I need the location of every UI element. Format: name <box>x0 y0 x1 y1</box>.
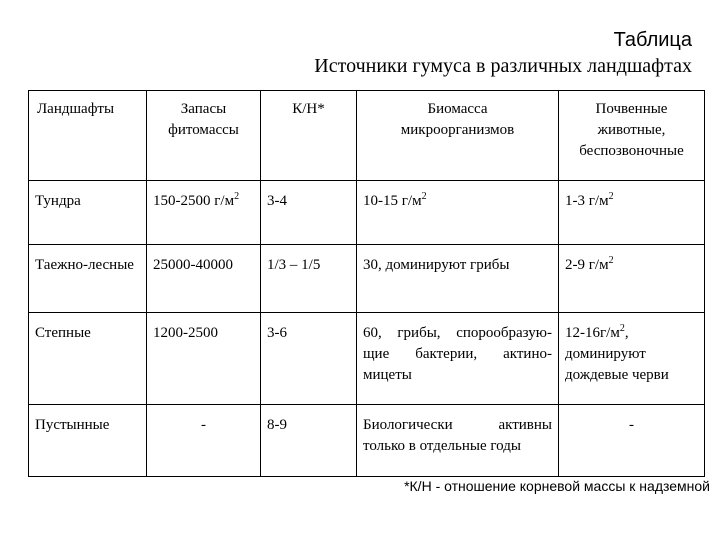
table-row <box>29 313 705 405</box>
table-row <box>29 405 705 477</box>
header-landscapes: Ландшафты <box>29 91 147 181</box>
table-header-row <box>29 91 705 181</box>
cell-microbes: 30, доминируют грибы <box>357 245 559 313</box>
cell-animals: $12-16г/м^2$, доминируют дождевые черви <box>559 313 705 405</box>
header-microbes: Биомасса микроорганизмов <box>357 91 559 181</box>
cell-phytomass: 25000-40000 <box>147 245 261 313</box>
cell-ratio: 3-6 <box>261 313 357 405</box>
cell-ratio: 8-9 <box>261 405 357 477</box>
header-ratio: К/Н* <box>261 91 357 181</box>
table-footnote: *К/Н - отношение корневой массы к надземной <box>404 478 710 494</box>
table-title: Источники гумуса в различных ландшафтах <box>314 55 692 77</box>
cell-phytomass: 150-2500 $г/м^2$ <box>147 181 261 245</box>
cell-microbes: 10-15 $г/м^2$ <box>357 181 559 245</box>
table-row <box>29 181 705 245</box>
cell-animals: 2-9 $г/м^2$ <box>559 245 705 313</box>
header-animals: Почвенные животные, беспозвоночные <box>559 91 705 181</box>
cell-landscape: Пустынные <box>29 405 147 477</box>
humus-sources-table <box>28 90 705 477</box>
cell-landscape: Тундра <box>29 181 147 245</box>
cell-landscape: Степные <box>29 313 147 405</box>
cell-microbes: 60, грибы, спорообразую-щие бактерии, актино-мицеты <box>357 313 559 405</box>
cell-ratio: 1/3 – 1/5 <box>261 245 357 313</box>
cell-ratio: 3-4 <box>261 181 357 245</box>
header-phytomass: Запасы фитомассы <box>147 91 261 181</box>
cell-landscape: Таежно-лесные <box>29 245 147 313</box>
cell-phytomass: - <box>147 405 261 477</box>
table-row <box>29 245 705 313</box>
cell-animals: - <box>559 405 705 477</box>
cell-phytomass: 1200-2500 <box>147 313 261 405</box>
cell-animals: 1-3 $г/м^2$ <box>559 181 705 245</box>
table-caption: Таблица <box>613 29 692 51</box>
cell-microbes: Биологически активны только в отдельные годы <box>357 405 559 477</box>
